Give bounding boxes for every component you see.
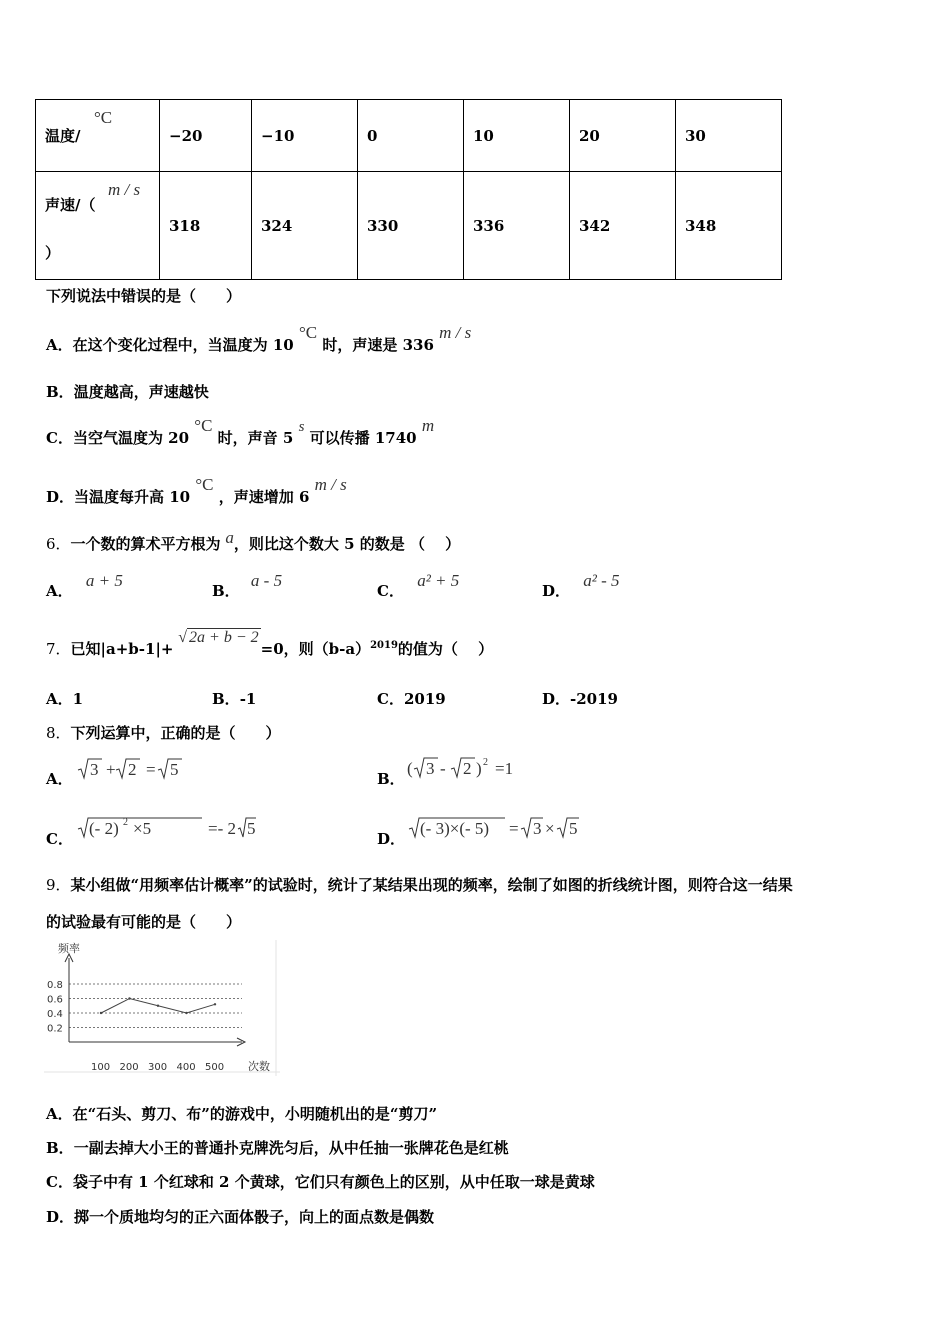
- y-tick-label: 0.8: [47, 980, 63, 991]
- radical-expression: √ 2a + b − 2: [178, 629, 259, 646]
- svg-text:×: ×: [545, 819, 555, 838]
- svg-text:=: =: [509, 819, 519, 838]
- q9-stem-line2: 的试验最有可能的是（ ）: [46, 913, 242, 931]
- svg-text:5: 5: [247, 819, 256, 838]
- x-tick-label: 500: [205, 1062, 225, 1073]
- table-row: [36, 100, 782, 172]
- data-point: [100, 1012, 102, 1014]
- table-cell: 348: [676, 172, 782, 280]
- q6-option-d: D． a² - 5: [542, 571, 620, 600]
- table-cell: 10: [464, 100, 570, 172]
- table-header-speed: 声速/（ m / s ）: [36, 172, 160, 280]
- table-cell: 20: [570, 100, 676, 172]
- svg-text:+: +: [106, 760, 116, 779]
- svg-text:=- 2: =- 2: [208, 819, 236, 838]
- q7-option-d: D．-2019: [542, 690, 618, 708]
- celsius-unit: °C: [94, 108, 113, 127]
- q7-option-a: A．1: [46, 690, 84, 708]
- table-cell: 0: [358, 100, 464, 172]
- x-tick-label: 100: [91, 1062, 111, 1073]
- table-cell: −20: [160, 100, 252, 172]
- svg-text:5: 5: [569, 819, 578, 838]
- q5-option-c: C．当空气温度为 20 °C 时，声音 5 s 可以传播 1740 m: [46, 416, 435, 447]
- q5-option-b: B．温度越高，声速越快: [46, 383, 209, 401]
- svg-text:×5: ×5: [133, 819, 152, 838]
- q9-option-d: D．掷一个质地均匀的正六面体骰子，向上的面点数是偶数: [46, 1208, 435, 1226]
- q5-option-a: A．在这个变化过程中，当温度为 10 °C 时，声速是 336 m / s: [46, 323, 472, 354]
- data-point: [128, 997, 130, 999]
- svg-text:2: 2: [483, 757, 488, 768]
- q8-option-b: B． ( 3 - 2 ) 2 =1: [377, 768, 405, 789]
- y-tick-label: 0.2: [47, 1023, 63, 1035]
- q7-option-c: C．2019: [377, 690, 446, 708]
- table-row: [36, 172, 782, 280]
- data-point: [185, 1012, 187, 1014]
- q8-b-formula: [407, 754, 527, 782]
- q8-option-c: C． (- 2) 2 ×5 =- 2 5: [46, 828, 73, 849]
- x-tick-label: 300: [148, 1062, 168, 1073]
- q9-option-c: C．袋子中有 1 个红球和 2 个黄球，它们只有颜色上的区别，从中任取一球是黄球: [46, 1173, 595, 1191]
- table-cell: 30: [676, 100, 782, 172]
- x-tick-label: 200: [119, 1062, 139, 1073]
- svg-text:-: -: [440, 759, 446, 778]
- y-tick-label: 0.4: [47, 1009, 63, 1020]
- q7-option-b: B．-1: [212, 690, 257, 708]
- q5-stem: 下列说法中错误的是（ ）: [46, 287, 242, 305]
- table-cell: 324: [252, 172, 358, 280]
- table-cell: 330: [358, 172, 464, 280]
- svg-text:2: 2: [128, 760, 137, 779]
- temperature-speed-table: [35, 99, 782, 280]
- y-axis-label: 频率: [58, 942, 80, 955]
- q8-d-formula: [407, 814, 587, 842]
- data-point: [214, 1003, 216, 1005]
- table-cell: 342: [570, 172, 676, 280]
- q7-stem: 7．已知|a+b-1|+ √ 2a + b − 2=0，则$(b-a)^{2019}$的值为（ ）: [46, 629, 494, 658]
- svg-text:(: (: [407, 759, 413, 778]
- svg-text:3: 3: [426, 759, 435, 778]
- q8-c-formula-end: [76, 814, 276, 842]
- x-axis-label: 次数: [248, 1060, 270, 1073]
- q8-a-formula: [76, 756, 196, 782]
- svg-text:5: 5: [170, 760, 179, 779]
- svg-text:(- 3)×(- 5): (- 3)×(- 5): [420, 819, 490, 838]
- table-cell: 336: [464, 172, 570, 280]
- svg-text:3: 3: [90, 760, 99, 779]
- svg-text:2: 2: [123, 817, 128, 828]
- q5-option-d: D．当温度每升高 10 °C ，声速增加 6 m / s: [46, 475, 347, 506]
- table-cell: −10: [252, 100, 358, 172]
- svg-text:3: 3: [533, 819, 542, 838]
- q8-option-a: A． 3 + 2 = 5: [46, 768, 73, 789]
- svg-text:(- 2): (- 2): [89, 819, 119, 838]
- q6-stem: 6．一个数的算术平方根为 a，则比这个数大 5 的数是 （ ）: [46, 528, 461, 553]
- svg-text:=: =: [146, 760, 156, 779]
- q9-option-a: A．在“石头、剪刀、布”的游戏中，小明随机出的是“剪刀”: [46, 1105, 438, 1123]
- q8-stem: 8．下列运算中，正确的是（ ）: [46, 724, 281, 742]
- q9-stem-line1: 9．某小组做“用频率估计概率”的试验时，统计了某结果出现的频率，绘制了如图的折线统计图，则符合这一结果: [46, 876, 793, 894]
- frequency-line-chart: [44, 940, 280, 1076]
- q6-option-a: A． a + 5: [46, 571, 123, 600]
- q8-option-d: D． (- 3)×(- 5) = 3 × 5: [377, 828, 405, 849]
- data-point: [157, 1005, 159, 1007]
- svg-text:): ): [476, 759, 482, 778]
- x-tick-label: 400: [176, 1062, 196, 1073]
- table-cell: 318: [160, 172, 252, 280]
- table-header-temperature: 温度/ °C: [36, 100, 160, 172]
- q6-option-c: C． a² + 5: [377, 571, 460, 600]
- speed-unit: m / s: [108, 180, 141, 199]
- svg-text:2: 2: [463, 759, 472, 778]
- q6-option-b: B． a - 5: [212, 571, 283, 600]
- q9-option-b: B．一副去掉大小王的普通扑克牌洗匀后，从中任抽一张牌花色是红桃: [46, 1139, 509, 1157]
- y-tick-label: 0.6: [47, 994, 63, 1006]
- svg-text:=1: =1: [495, 759, 514, 778]
